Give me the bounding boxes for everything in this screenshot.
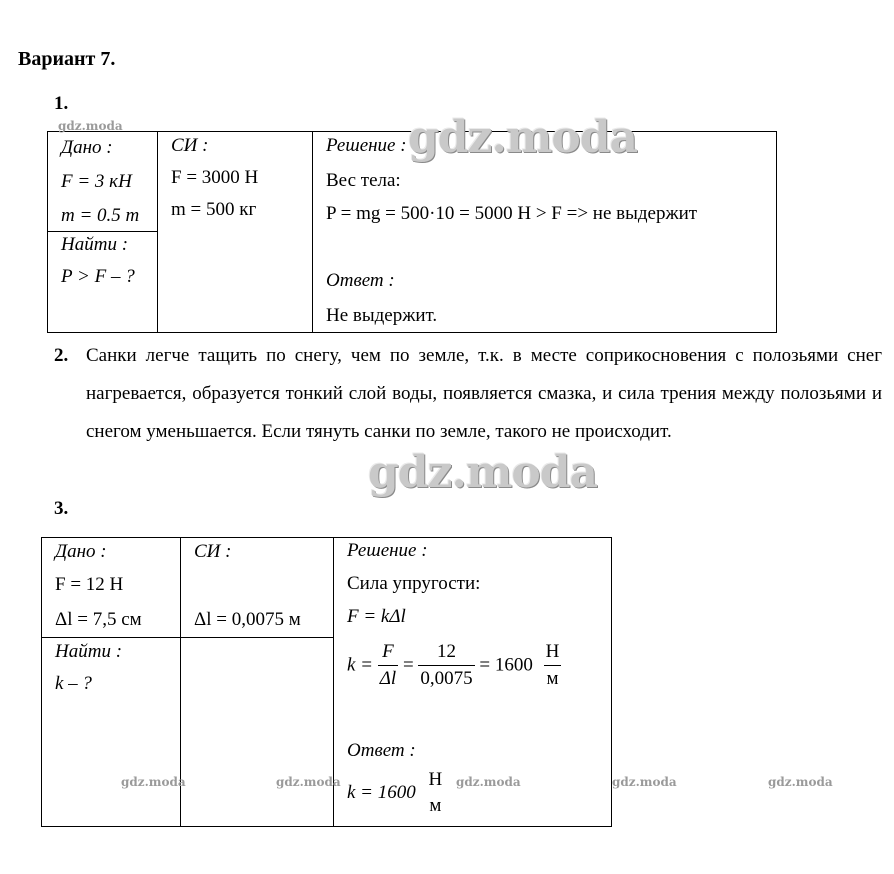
- calc-eq: =: [402, 654, 414, 676]
- problem3-number: 3.: [54, 498, 69, 519]
- problem3-given-2: Δl = 7,5 см: [55, 609, 142, 630]
- watermark-small-2: gdz.moda: [121, 775, 186, 789]
- problem3-find: k – ?: [55, 673, 92, 694]
- calc-fraction-1: [378, 639, 398, 692]
- problem1-solution-label: Решение :: [326, 135, 407, 156]
- calc-fraction-2-num: 12: [418, 639, 474, 666]
- problem1-given-label: Дано :: [61, 137, 113, 158]
- page-title: Вариант 7.: [18, 48, 116, 70]
- problem1-find: P > F – ?: [61, 266, 135, 287]
- problem1-solution-line1: Вес тела:: [326, 170, 401, 191]
- problem1-si-1: F = 3000 Н: [171, 167, 259, 188]
- calc-result: = 1600: [479, 654, 533, 676]
- answer-unit: [427, 767, 445, 819]
- calc-fraction-1-den: Δl: [379, 668, 397, 689]
- watermark-small-5: gdz.moda: [612, 775, 677, 789]
- problem1-given-1: F = 3 кН: [61, 171, 132, 192]
- calc-fraction-2-den: 0,0075: [420, 668, 473, 689]
- problem3-solution-label: Решение :: [347, 540, 428, 561]
- problem3-si-label: СИ :: [194, 541, 232, 562]
- problem3-solution-line1: Сила упругости:: [347, 573, 481, 594]
- problem3-calc: [347, 639, 561, 692]
- problem3-answer-label: Ответ :: [347, 740, 416, 761]
- problem1-answer: Не выдержит.: [326, 305, 438, 326]
- calc-lhs: k =: [347, 654, 374, 676]
- problem3-given-label: Дано :: [55, 541, 107, 562]
- problem2-number: 2.: [54, 345, 69, 366]
- problem1-given-2: m = 0.5 т: [61, 205, 140, 226]
- problem1-answer-label: Ответ :: [326, 270, 395, 291]
- problem3-answer: [347, 767, 444, 819]
- problem3-formula: F = kΔl: [347, 606, 406, 627]
- problem3-si: Δl = 0,0075 м: [194, 609, 301, 630]
- answer-unit-num: Н: [428, 769, 443, 790]
- problem1-find-label: Найти :: [61, 234, 129, 255]
- problem1-solution-line2: P = mg = 500·10 = 5000 Н > F => не выдержит: [326, 203, 698, 224]
- calc-unit: [544, 639, 562, 692]
- problem3-given-1: F = 12 Н: [55, 574, 124, 595]
- problem3-find-label: Найти :: [55, 641, 123, 662]
- watermark-small-3: gdz.moda: [276, 775, 341, 789]
- calc-unit-den: м: [546, 668, 559, 689]
- answer-unit-den: м: [429, 795, 442, 816]
- answer-value: k = 1600: [347, 782, 416, 803]
- problem1-number: 1.: [54, 93, 69, 114]
- calc-fraction-1-num: F: [378, 639, 398, 666]
- watermark-small-6: gdz.moda: [768, 775, 833, 789]
- problem1-si-2: m = 500 кг: [171, 199, 257, 220]
- watermark-small-4: gdz.moda: [456, 775, 521, 789]
- watermark-large-middle: gdz.moda: [368, 447, 598, 498]
- watermark-small-1: gdz.moda: [58, 119, 123, 133]
- calc-unit-num: Н: [544, 639, 562, 666]
- problem1-si-label: СИ :: [171, 135, 209, 156]
- watermark-large-top: gdz.moda: [408, 112, 638, 163]
- problem2-text: Санки легче тащить по снегу, чем по земле, т.к. в месте соприкосновения с полозьями снег нагревается, образуется тонкий слой воды, появляется смазка, и сила трения между полозьями и снегом уменьшается. Если тянуть санки по земле, такого не происходит.: [86, 345, 882, 442]
- calc-fraction-2: [418, 639, 474, 692]
